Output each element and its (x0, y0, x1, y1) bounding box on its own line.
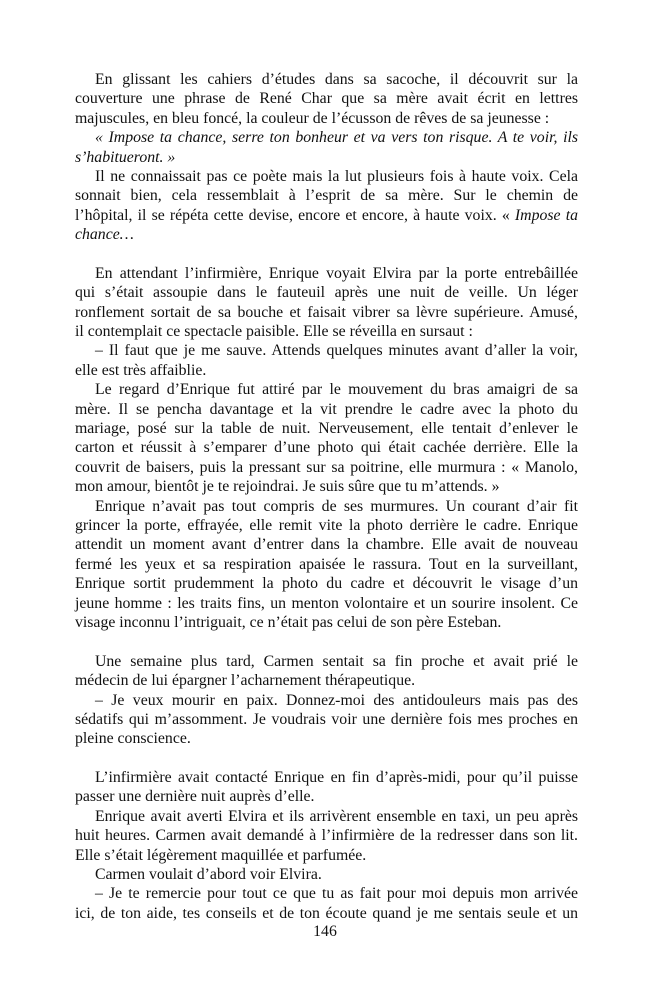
text-run: mon amour, bientôt je te rejoindrai. Je suis sûre que tu m’attends. » (75, 478, 500, 496)
paragraph (75, 380, 578, 496)
text-run: couverture une phrase de René Char que sa mère avait écrit en lettres (75, 90, 578, 108)
text-run: Le regard d’Enrique fut attiré par le mouvement du bras amaigri de sa (95, 381, 578, 399)
page-body (75, 70, 578, 923)
text-line (75, 671, 578, 690)
text-run: En glissant les cahiers d’études dans sa sacoche, il découvrit sur la (95, 71, 578, 88)
paragraph (75, 341, 578, 380)
text-run: – Je veux mourir en paix. Donnez-moi des antidouleurs mais pas des (95, 691, 578, 709)
text-run: Carmen voulait d’abord voir Elvira. (95, 866, 322, 884)
paragraph (75, 167, 578, 245)
paragraph (75, 768, 578, 807)
text-line (75, 380, 578, 399)
paragraph (75, 884, 578, 923)
text-run: ici, de ton aide, tes conseils et de ton écoute quand je me sentais seule et un (75, 904, 578, 922)
quote-paragraph (75, 128, 578, 167)
page-number: 146 (313, 923, 337, 940)
text-line (75, 497, 578, 516)
text-line (75, 206, 578, 225)
text-run: Une semaine plus tard, Carmen sentait sa fin proche et avait prié le (95, 652, 578, 670)
text-run: passer une dernière nuit auprès d’elle. (75, 788, 315, 806)
text-section (75, 768, 578, 923)
text-line (75, 884, 578, 903)
text-run: – Il faut que je me sauve. Attends quelques minutes avant d’aller la voir, (95, 342, 578, 360)
text-line (75, 186, 578, 205)
text-run: L’infirmière avait contacté Enrique en fin d’après-midi, pour qu’il puisse (95, 769, 578, 787)
text-line (75, 438, 578, 457)
text-line (75, 574, 578, 593)
paragraph (75, 497, 578, 633)
text-line (75, 303, 578, 322)
text-run: Enrique sortit prudemment la photo du cadre et découvrit le visage d’un (75, 575, 578, 593)
text-run: fermé les yeux et sa respiration apaisée le rassura. Tout en la surveillant, (75, 555, 578, 573)
paragraph (75, 865, 578, 884)
text-run: jeune homme : les traits fins, un menton volontaire et un sourire insolent. Ce (75, 594, 578, 612)
text-run: Elle s’était légèrement maquillée et parfumée. (75, 846, 367, 864)
text-line (75, 594, 578, 613)
text-line (75, 768, 578, 787)
text-line (75, 613, 578, 632)
text-line (75, 419, 578, 438)
text-line (75, 458, 578, 477)
text-run: pleine conscience. (75, 730, 191, 748)
text-run: mère. Il se pencha davantage et la vit prendre le cadre avec la photo du (75, 400, 578, 418)
text-line (75, 516, 578, 535)
text-line (75, 322, 578, 341)
text-section (75, 652, 578, 749)
text-line (75, 904, 578, 923)
text-line (75, 826, 578, 845)
text-run: visage inconnu l’intriguait, ce n’était pas celui de son père Esteban. (75, 613, 502, 631)
text-run: carton et réussit à s’emparer d’une photo qui était cachée derrière. Elle la (75, 439, 578, 457)
paragraph (75, 652, 578, 691)
text-run: mariage, posé sur la table de nuit. Nerveusement, elle tentait d’enlever le (75, 420, 578, 438)
paragraph (75, 264, 578, 342)
text-line (75, 400, 578, 419)
text-run: s’habitueront. » (75, 148, 176, 166)
text-run: sédatifs qui m’assomment. Je voudrais voir une dernière fois mes proches en (75, 710, 578, 728)
text-run: ronflement sortait de sa bouche et faisait vibrer sa lèvre supérieure. Amusé, (75, 303, 578, 321)
text-line (75, 691, 578, 710)
text-run: médecin de lui épargner l’acharnement thérapeutique. (75, 672, 416, 690)
text-line (75, 710, 578, 729)
text-run: – Je te remercie pour tout ce que tu as fait pour moi depuis mon arrivée (95, 885, 578, 903)
text-line (75, 865, 578, 884)
text-line (75, 555, 578, 574)
text-line (75, 225, 578, 244)
text-line (75, 148, 578, 167)
text-line (75, 128, 578, 147)
text-line (75, 361, 578, 380)
italic-text: Impose ta (514, 206, 578, 224)
text-line (75, 264, 578, 283)
text-line (75, 477, 578, 496)
text-section (75, 264, 578, 632)
text-run: « Impose ta chance, serre ton bonheur et va vers ton risque. A te voir, ils (95, 129, 578, 147)
text-run: attendit un moment avant d’entrer dans la chambre. Elle avait de nouveau (75, 536, 578, 554)
text-line (75, 283, 578, 302)
text-run: il contemplait ce spectacle paisible. Elle se réveilla en sursaut : (75, 323, 473, 341)
text-run: qui s’était assoupie dans le fauteuil après une nuit de veille. Un léger (75, 284, 578, 302)
text-line (75, 787, 578, 806)
text-line (75, 89, 578, 108)
text-line (75, 70, 578, 89)
text-run: Enrique avait averti Elvira et ils arrivèrent ensemble en taxi, un peu après (95, 807, 578, 825)
text-run: En attendant l’infirmière, Enrique voyait Elvira par la porte entrebâillée (95, 264, 578, 282)
text-run: sonnait bien, cela ressemblait à l’esprit de sa mère. Sur le chemin de (75, 187, 578, 205)
text-line (75, 341, 578, 360)
text-run: Il ne connaissait pas ce poète mais la lut plusieurs fois à haute voix. Cela (95, 167, 578, 185)
text-line (75, 535, 578, 554)
text-run: grincer la porte, effrayée, elle remit vite la photo derrière le cadre. Enrique (75, 516, 578, 534)
text-line (75, 652, 578, 671)
text-line (75, 846, 578, 865)
text-run: couvrit de baisers, puis la pressant sur sa poitrine, elle murmura : « Manolo, (75, 458, 578, 476)
text-run: majuscules, en bleu foncé, la couleur de l’écusson de rêves de sa jeunesse : (75, 109, 550, 127)
italic-text: chance… (75, 226, 134, 244)
text-line (75, 167, 578, 186)
text-line (75, 109, 578, 128)
text-section (75, 70, 578, 245)
text-line (75, 729, 578, 748)
text-run: l’hôpital, il se répéta cette devise, encore et encore, à haute voix. « (75, 206, 515, 224)
paragraph (75, 70, 578, 128)
text-run: Enrique n’avait pas tout compris de ses murmures. Un courant d’air fit (95, 497, 578, 515)
paragraph (75, 807, 578, 865)
paragraph (75, 691, 578, 749)
text-run: elle est très affaiblie. (75, 361, 207, 379)
text-run: huit heures. Carmen avait demandé à l’infirmière de la redresser dans son lit. (75, 827, 578, 845)
text-line (75, 807, 578, 826)
